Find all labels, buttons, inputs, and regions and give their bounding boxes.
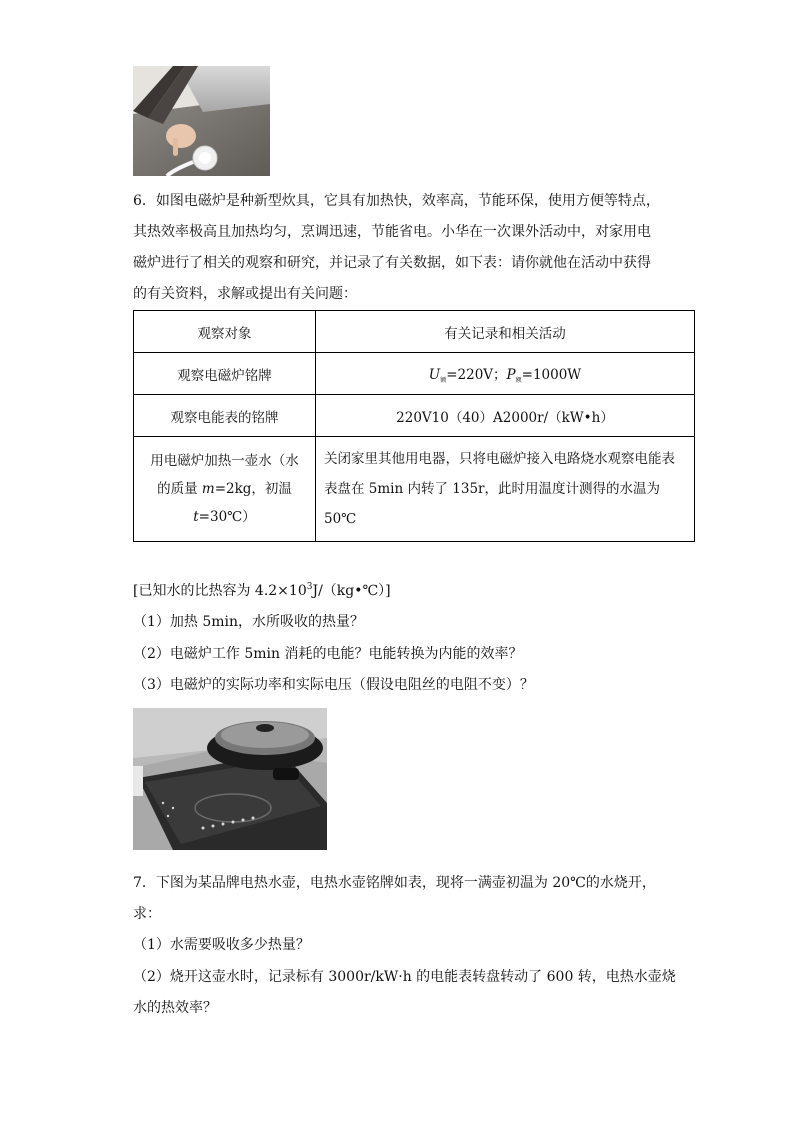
cell-object: 用电磁炉加热一壶水（水 的质量 m=2kg，初温 t=30℃） [134,437,316,542]
header-object: 观察对象 [134,311,316,353]
q6-line-1: 6．如图电磁炉是种新型炊具，它具有加热快，效率高，节能环保，使用方便等特点， [133,193,660,209]
q7-sub-2-line-2: 水的热效率？ [133,1000,217,1016]
q6-line-2: 其热效率极高且加热均匀，烹调迅速，节能省电。小华在一次课外活动中，对家用电 [133,224,651,240]
cell-object: 观察电磁炉铭牌 [134,353,316,395]
given-specific-heat: [已知水的比热容为 $4.2\times 10^3J/(kg•℃)$] [133,582,391,599]
induction-cooker-photo [133,708,327,850]
table-row [134,353,695,395]
hand-switch-photo [133,66,270,176]
q7-line-1: 7．下图为某品牌电热水壶，电热水壶铭牌如表，现将一满壶初温为 20℃的水烧开， [133,875,656,891]
q6-sub-2: （2）电磁炉工作 5min 消耗的电能？电能转换为内能的效率？ [133,646,523,662]
table-row [134,395,695,437]
cell-object: 观察电能表的铭牌 [134,395,316,437]
observation-table [133,310,695,542]
q6-line-3: 磁炉进行了相关的观察和研究，并记录了有关数据，如下表：请你就他在活动中获得 [133,255,651,271]
q7-sub-2-line-1: （2）烧开这壶水时，记录标有 3000r/kW·h 的电能表转盘转动了 600 转，电热水壶烧 [133,969,676,985]
question-6-text [133,186,673,310]
cell-record: $U_额=220V$；$P_额=1000W$ [316,353,695,395]
table-header-row [134,311,695,353]
cell-record: 关闭家里其他用电器，只将电磁炉接入电路烧水观察电能表 表盘在 5min 内转了 135r，此时用温度计测得的水温为 50℃ [316,437,695,542]
table-row [134,437,695,542]
q6-sub-3: （3）电磁炉的实际功率和实际电压（假设电阻丝的电阻不变）？ [133,677,534,693]
q6-sub-1: （1）加热 5min，水所吸收的热量？ [133,614,365,630]
header-record: 有关记录和相关活动 [316,311,695,353]
q7-sub-1: （1）水需要吸收多少热量？ [133,937,310,953]
cell-record: 220V10（40）A2000r/（kW•h） [316,395,695,437]
q6-line-4: 的有关资料，求解或提出有关问题： [133,286,357,302]
q7-line-2: 求： [133,906,161,922]
